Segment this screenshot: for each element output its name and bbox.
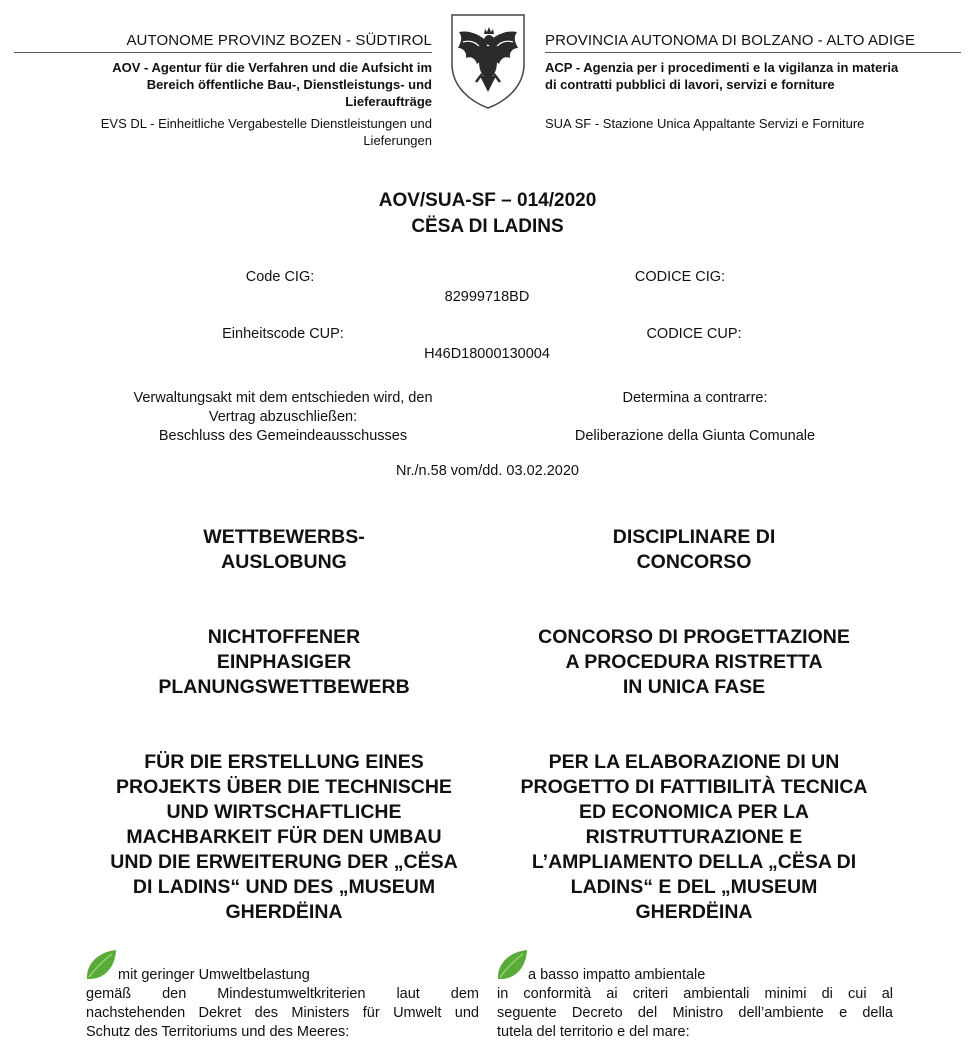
header-left-agency: [20, 59, 432, 110]
environment-text-it-line: in conformità ai criteri ambientali minimi di cui al: [497, 986, 893, 1002]
decision-de-line: Verwaltungsakt mit dem entschieden wird, den: [133, 390, 433, 406]
subject-de-line: UND DIE ERWEITERUNG DER „CËSA: [110, 851, 458, 873]
competition-type-it-line: A PROCEDURA RISTRETTA: [565, 651, 823, 673]
green-leaf-icon: [84, 948, 118, 987]
subject-it-line: RISTRUTTURAZIONE E: [585, 826, 803, 848]
cup-label-de: Einheitscode CUP:: [222, 326, 344, 342]
subject-de-line: DI LADINS“ UND DES „MUSEUM: [132, 876, 436, 898]
subject-de-line: FÜR DIE ERSTELLUNG EINES: [144, 751, 424, 773]
environment-label-it: a basso impatto ambientale: [528, 967, 706, 983]
header-left-rule: [14, 52, 432, 53]
decision-de-line: Beschluss des Gemeindeausschusses: [158, 428, 408, 444]
header-right-agency-line: di contratti pubblici di lavori, servizi e forniture: [545, 77, 835, 92]
header-left-agency-line: Lieferaufträge: [345, 94, 432, 109]
competition-type-de-line: NICHTOFFENER: [207, 626, 361, 648]
header-right-office-line: SUA SF - Stazione Unica Appaltante Servizi e Forniture: [545, 116, 865, 131]
subject-de-line: GHERDËINA: [225, 901, 343, 923]
decision-number: Nr./n.58 vom/dd. 03.02.2020: [396, 463, 579, 479]
title-de-line: AUSLOBUNG: [221, 551, 347, 573]
title-it: [470, 525, 918, 575]
header-right-rule: [545, 52, 961, 53]
competition-type-it-line: CONCORSO DI PROGETTAZIONE: [538, 626, 850, 648]
environment-text-de-line: nachstehenden Dekret des Ministers für Umwelt und: [86, 1005, 479, 1021]
environment-text-de: [86, 985, 479, 1042]
competition-type-de-line: EINPHASIGER: [216, 651, 352, 673]
header-left-agency-line: Bereich öffentliche Bau-, Dienstleistungs- und: [146, 77, 432, 92]
title-it-line: DISCIPLINARE DI: [612, 526, 776, 548]
subject-it-line: PER LA ELABORAZIONE DI UN: [548, 751, 840, 773]
competition-type-de-line: PLANUNGSWETTBEWERB: [158, 676, 410, 698]
cup-value: H46D18000130004: [424, 346, 550, 362]
subject-de-line: UND WIRTSCHAFTLICHE: [166, 801, 402, 823]
environment-text-it-line: tutela del territorio e del mare:: [497, 1024, 690, 1040]
subject-it-line: GHERDËINA: [635, 901, 753, 923]
environment-label-de: mit geringer Umweltbelastung: [118, 967, 310, 983]
title-de-line: WETTBEWERBS-: [203, 526, 365, 548]
title-de: [60, 525, 508, 575]
header-left-office: [20, 115, 432, 149]
decision-it-line: Determina a contrarre:: [622, 390, 768, 406]
header-right-office: [545, 115, 965, 132]
subject-de: [60, 750, 508, 925]
cig-value: 82999718BD: [444, 289, 530, 305]
subject-de-line: PROJEKTS ÜBER DIE TECHNISCHE: [116, 776, 452, 798]
subject-it-line: L’AMPLIAMENTO DELLA „CËSA DI: [531, 851, 857, 873]
header-left-title: AUTONOME PROVINZ BOZEN - SÜDTIROL: [126, 32, 432, 49]
environment-text-it-line: seguente Decreto del Ministro dell’ambiente e della: [497, 1005, 893, 1021]
cig-label-it: CODICE CIG:: [634, 269, 726, 285]
subject-it-line: ED ECONOMICA PER LA: [578, 801, 810, 823]
environment-text-de-line: gemäß den Mindestumweltkriterien laut dem: [86, 986, 479, 1002]
subject-it: [470, 750, 918, 925]
tyrolean-eagle-coat-of-arms-icon: [449, 12, 527, 110]
subject-de-line: MACHBARKEIT FÜR DEN UMBAU: [126, 826, 442, 848]
header-right-agency: [545, 59, 965, 93]
competition-type-it: [470, 625, 918, 700]
green-leaf-icon: [495, 948, 529, 987]
header-right-agency-line: ACP - Agenzia per i procedimenti e la vigilanza in materia: [545, 60, 899, 75]
decision-de-line: Vertrag abzuschließen:: [208, 409, 358, 425]
subject-it-line: LADINS“ E DEL „MUSEUM: [570, 876, 818, 898]
cig-label-de: Code CIG:: [245, 269, 315, 285]
project-name: CËSA DI LADINS: [411, 216, 564, 237]
cup-label-it: CODICE CUP:: [646, 326, 742, 342]
subject-it-line: PROGETTO DI FATTIBILITÀ TECNICA: [520, 776, 868, 798]
decision-de: [88, 389, 478, 446]
header-left-agency-line: AOV - Agentur für die Verfahren und die Aufsicht im: [112, 60, 432, 75]
decision-it-line: Deliberazione della Giunta Comunale: [574, 428, 816, 444]
environment-text-it: [497, 985, 893, 1042]
decision-it: [500, 389, 890, 446]
environment-text-de-line: Schutz des Territoriums und des Meeres:: [86, 1024, 350, 1040]
header-right-title: PROVINCIA AUTONOMA DI BOLZANO - ALTO ADIGE: [545, 32, 916, 49]
competition-type-de: [60, 625, 508, 700]
reference-code: AOV/SUA-SF – 014/2020: [378, 190, 597, 211]
title-it-line: CONCORSO: [636, 551, 752, 573]
document-reference: [0, 188, 975, 240]
competition-type-it-line: IN UNICA FASE: [622, 676, 766, 698]
header-left-office-line: Lieferungen: [363, 133, 432, 148]
header-left-office-line: EVS DL - Einheitliche Vergabestelle Dienstleistungen und: [100, 116, 432, 131]
